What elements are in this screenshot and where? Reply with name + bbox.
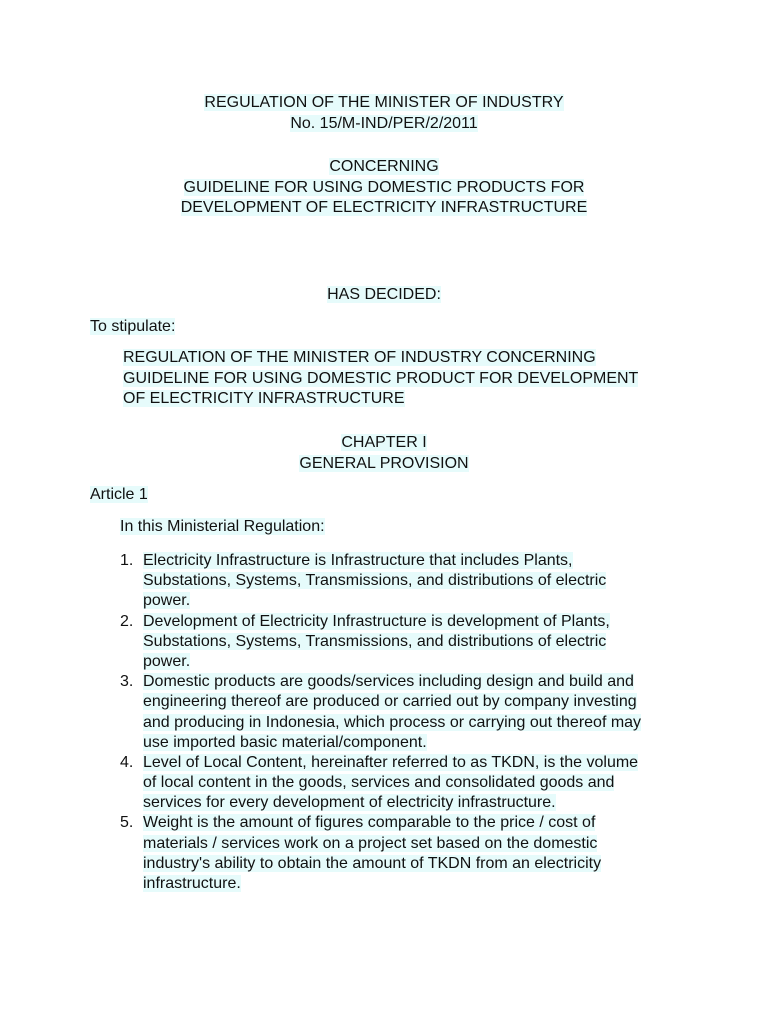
chapter-heading xyxy=(0,433,768,474)
list-item-text-line: engineering thereof are produced or carried out by company investing xyxy=(143,693,637,711)
list-item-number: 5. xyxy=(120,814,134,832)
list-item-text-line: and producing in Indonesia, which process or carrying out thereof may xyxy=(143,713,642,731)
article-label: Article 1 xyxy=(90,486,148,503)
concerning-heading xyxy=(0,157,768,219)
concerning-subject-line-2: DEVELOPMENT OF ELECTRICITY INFRASTRUCTURE xyxy=(180,199,588,216)
list-item-number: 2. xyxy=(120,612,134,630)
list-item-text-line: Development of Electricity Infrastructure is development of Plants, xyxy=(143,612,610,630)
concerning-subject-line-1: GUIDELINE FOR USING DOMESTIC PRODUCTS FOR xyxy=(183,178,585,196)
list-item xyxy=(120,753,680,814)
list-item-text-line: of local content in the goods, services and consolidated goods and xyxy=(143,774,615,792)
definitions-list xyxy=(120,551,680,894)
has-decided-heading xyxy=(0,285,768,306)
list-item-number: 3. xyxy=(120,673,134,691)
to-stipulate-label xyxy=(90,317,175,338)
list-item-number: 1. xyxy=(120,552,134,569)
stipulation-paragraph xyxy=(123,348,683,410)
list-item-text-line: power. xyxy=(143,652,191,670)
list-item-text-line: use imported basic material/component. xyxy=(143,733,427,751)
stipulation-line-1: REGULATION OF THE MINISTER OF INDUSTRY CONCERNING xyxy=(123,349,596,366)
list-item-text-line: Electricity Infrastructure is Infrastructure that includes Plants, xyxy=(143,552,573,569)
has-decided-text: HAS DECIDED: xyxy=(327,286,441,303)
list-item-text-line: industry's ability to obtain the amount of TKDN from an electricity xyxy=(143,854,602,872)
stipulation-line-2: GUIDELINE FOR USING DOMESTIC PRODUCT FOR DEVELOPMENT xyxy=(123,369,639,387)
chapter-number: CHAPTER I xyxy=(341,434,427,451)
list-item-number: 4. xyxy=(120,753,134,771)
article-intro xyxy=(120,517,325,538)
list-item xyxy=(120,612,680,673)
list-item xyxy=(120,672,680,753)
list-item-text-line: Level of Local Content, hereinafter referred to as TKDN, is the volume xyxy=(143,753,639,771)
list-item-text-line: Domestic products are goods/services including design and build and xyxy=(143,673,634,691)
regulation-title xyxy=(0,93,768,134)
article-intro-text: In this Ministerial Regulation: xyxy=(120,518,325,535)
list-item-text-line: services for every development of electricity infrastructure. xyxy=(143,794,556,812)
to-stipulate-text: To stipulate: xyxy=(90,318,176,335)
list-item-text-line: Weight is the amount of figures comparable to the price / cost of xyxy=(143,814,596,832)
list-item-text-line: materials / services work on a project set based on the domestic xyxy=(143,834,598,852)
article-heading xyxy=(90,485,148,506)
list-item-text-line: Substations, Systems, Transmissions, and distributions of electric xyxy=(143,632,607,650)
list-item-text-line: infrastructure. xyxy=(143,875,241,892)
concerning-label: CONCERNING xyxy=(329,158,439,175)
list-item xyxy=(120,551,680,612)
list-item-text-line: power. xyxy=(143,592,191,610)
stipulation-line-3: OF ELECTRICITY INFRASTRUCTURE xyxy=(123,390,405,407)
list-item xyxy=(120,813,680,894)
regulation-number: No. 15/M-IND/PER/2/2011 xyxy=(290,114,478,132)
chapter-title: GENERAL PROVISION xyxy=(299,454,469,472)
regulation-title-line: REGULATION OF THE MINISTER OF INDUSTRY xyxy=(204,94,564,111)
list-item-text-line: Substations, Systems, Transmissions, and distributions of electric xyxy=(143,572,607,590)
